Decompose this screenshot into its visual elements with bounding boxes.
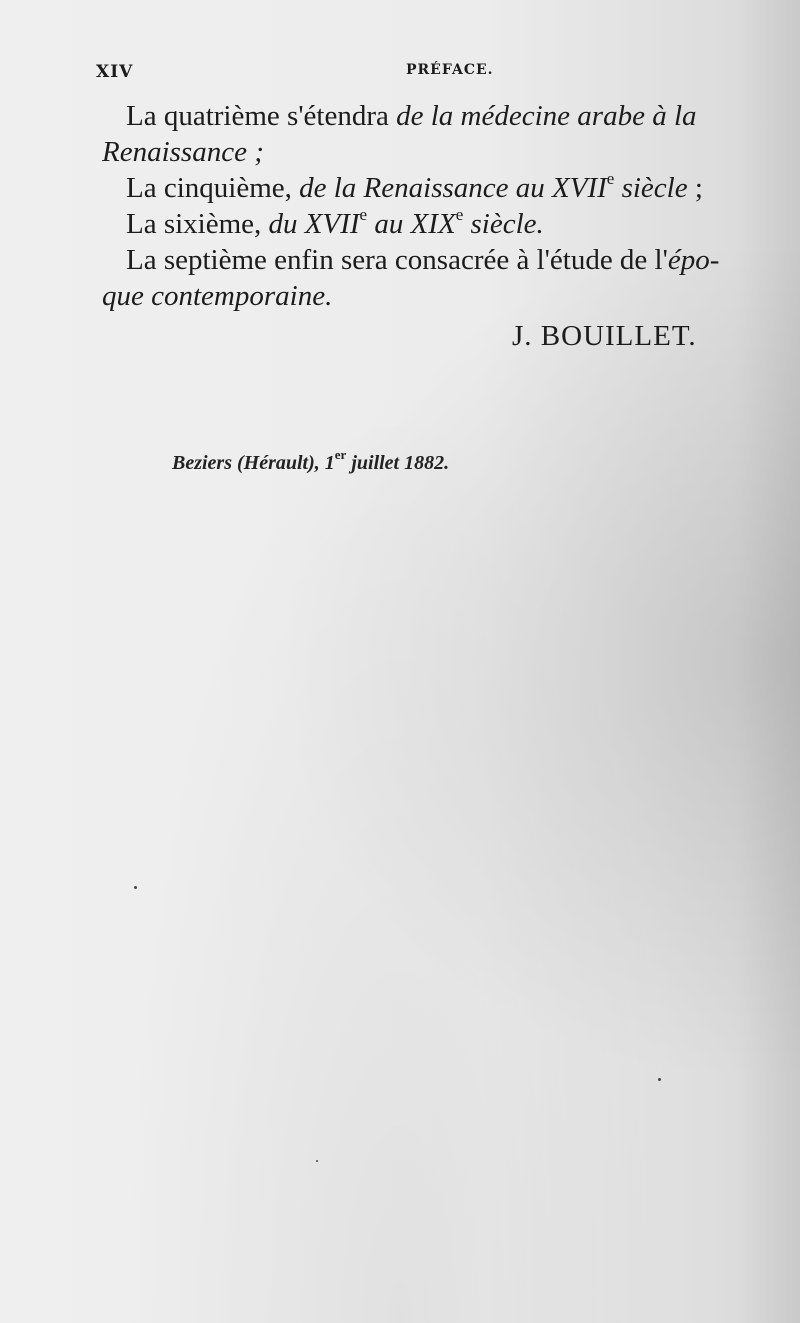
paragraph bbox=[102, 170, 752, 206]
dateline-day: 1 bbox=[324, 452, 335, 474]
body-text bbox=[102, 98, 752, 314]
text-run: ; bbox=[687, 172, 703, 204]
italic-text: de la Renaissance au XVII bbox=[299, 172, 607, 204]
text-run: La quatrième s'étendra bbox=[126, 100, 397, 132]
running-head: PRÉFACE. bbox=[406, 62, 494, 78]
superscript: e bbox=[606, 169, 615, 189]
text-line bbox=[102, 206, 752, 242]
paragraph bbox=[102, 206, 752, 242]
italic-text: Renaissance ; bbox=[102, 136, 264, 168]
paragraph bbox=[102, 98, 752, 170]
paper-speck bbox=[316, 1160, 318, 1162]
italic-text: au XIX bbox=[367, 208, 456, 240]
italic-text: épo- bbox=[667, 244, 720, 276]
text-run: La septième enfin sera consacrée à l'étude de l' bbox=[126, 244, 668, 276]
author-signature: J. BOUILLET. bbox=[512, 320, 697, 352]
italic-text: que contemporaine. bbox=[102, 280, 333, 312]
italic-text: siècle. bbox=[463, 208, 544, 240]
text-line bbox=[102, 98, 752, 134]
paper-speck bbox=[658, 1078, 661, 1081]
text-line bbox=[102, 278, 752, 314]
text-line bbox=[102, 170, 752, 206]
paragraph bbox=[102, 242, 752, 314]
italic-text: de la médecine arabe à la bbox=[396, 100, 697, 132]
page-header bbox=[96, 62, 724, 88]
dateline bbox=[172, 447, 450, 475]
dateline-day-suffix: er bbox=[334, 447, 347, 463]
italic-text: du XVII bbox=[268, 208, 360, 240]
paper-speck bbox=[134, 886, 137, 889]
text-run: La cinquième, bbox=[126, 172, 300, 204]
superscript: e bbox=[455, 205, 464, 225]
text-line bbox=[102, 242, 752, 278]
text-run: La sixième, bbox=[126, 208, 269, 240]
text-line bbox=[102, 134, 752, 170]
dateline-place: Beziers (Hérault), bbox=[172, 452, 325, 474]
superscript: e bbox=[359, 205, 368, 225]
page-number: XIV bbox=[96, 62, 134, 82]
dateline-month-year: juillet 1882. bbox=[346, 452, 450, 474]
italic-text: siècle bbox=[614, 172, 688, 204]
